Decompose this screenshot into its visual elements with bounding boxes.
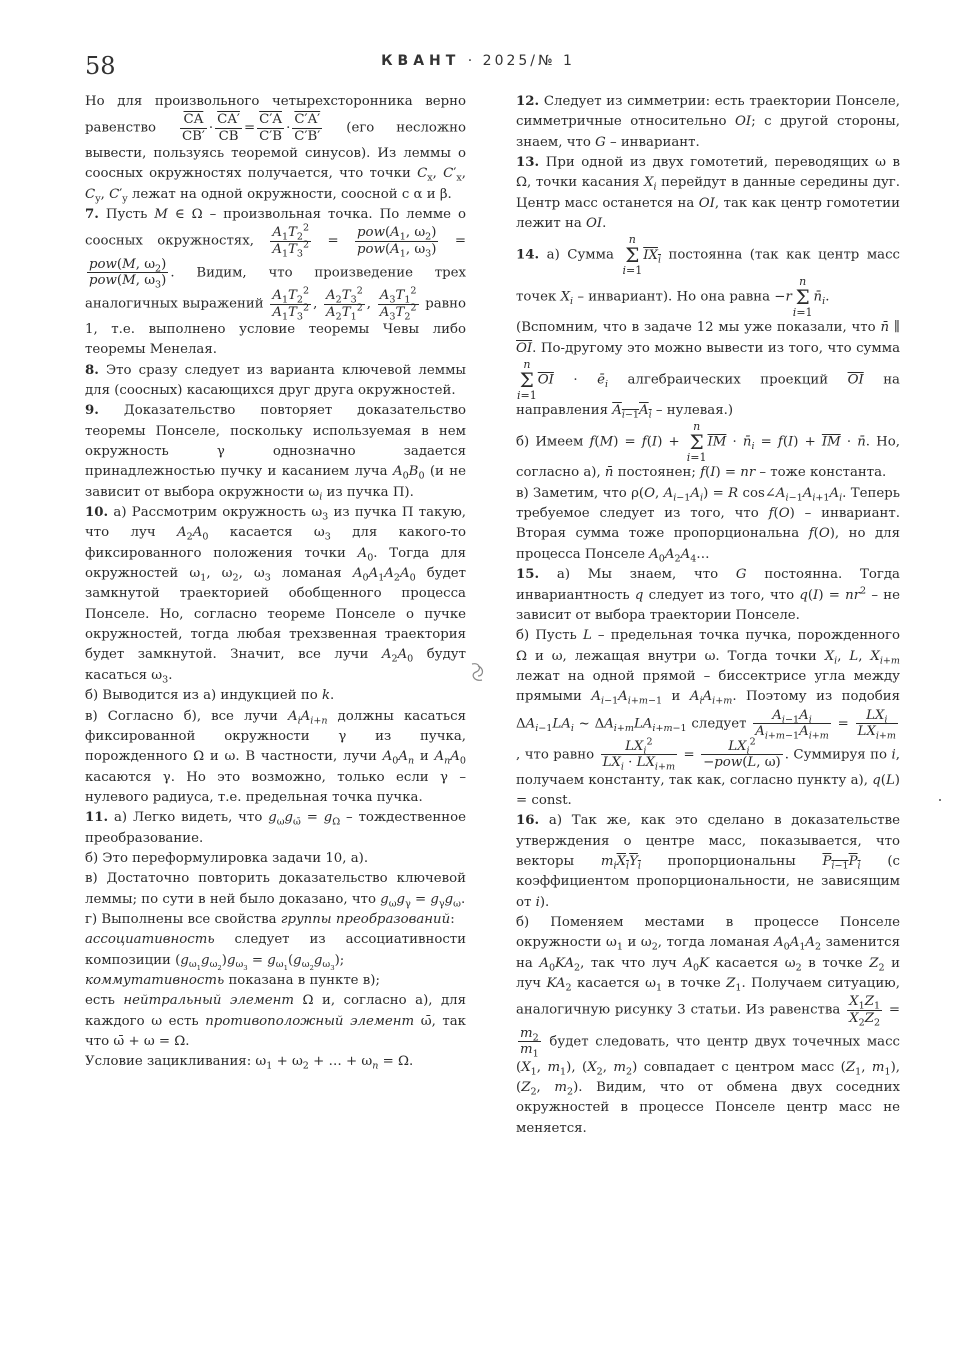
answer-11c: в) Достаточно повторить доказательство ключевой леммы; по сути в ней было доказано, что $g_\omega g_\gamma = g_\gamma g_\omega$. xyxy=(85,871,466,910)
header-separator: · xyxy=(467,53,476,69)
answer-10c: в) Согласно б), все лучи $A_iA_{i+n}$ должны касаться фиксированной окружности γ из пучка, порожденного Ω и ω. В частности, лучи $A_0A_n$ и $A_nA_0$ касаются γ. Но это возможно, только если γ – нулевого радиуса, т.е. предельная точка пучка. xyxy=(85,708,466,805)
answer-11h: Условие зацикливания: $\omega_1 + \omega_2$ + … + $\omega_n = \Omega$. xyxy=(85,1054,414,1072)
answer-15b: б) Пусть L – предельная точка пучка, порожденного Ω и ω, лежащая внутри ω. Тогда точки $X_i$, L, $X_{i+m}$ лежат на одной прямой – биссектрисе угла между прямыми $A_{i-1}A_{i+m-1}$ и $A_iA_{i+m}$. Поэтому из подобия $\Delta A_{i-1}LA_i$ ~ $\Delta A_{i+m}LA_{i+m-1}$ следует $\frac{A_{i-1}A_i}{A_{i+m-1}A_{i+m}}$ = $LX_i$ $LX_{i+m}$ , что равно $LX_i^2$ $LX_i \cdot LX_{i+m}$ = $LX_i^2$ −pow(L, ω) . Суммируя по i, получаем константу, так как, согласно пункту а), q(L) = const. xyxy=(516,628,901,809)
running-head xyxy=(0,53,956,69)
answer-14a: 14. а) Сумма n Σ $i=1IX_i$ постоянна (так как центр масс точек $X_i$ – инвариант). Но она равна −rn Σ $i=1n̄_i$. xyxy=(516,233,900,320)
answer-14b: б) Имеем f(M) = f(I) + n Σ $i=1\overline{IM}$ · $n̄_i = f(I) + \overline{IM}$ · n̄. Но, согласно а), n̄ постоянен; f(I) = nr – тоже константа. xyxy=(516,420,900,481)
paragraph-continued: Но для произвольного четырехсторонника верно равенство $\frac{\overline{CA}}{CB'}$ · $\frac{CA'}{CB}$ = $\frac{C'A}{C'B}$ · $\frac{C'A'}{C'B'}$ (его несложно вывести, пользуясь теоремой синусов). Из леммы о соосных окружностях получается, что точки $C_x$, $C'_x$, $C_y$, $C'_y$ лежат на одной окружности, соосной с α и β. xyxy=(85,94,466,205)
answer-11e: ассоциативность следует из ассоциативности композиции $(g_{\omega_1}g_{\omega_2})g_{\omega_3} = g_{\omega_1}(g_{\omega_2}g_{\omega_3})$; xyxy=(85,932,466,973)
answer-15a: 15. а) Мы знаем, что G постоянна. Тогда инвариантность q следует из того, что $q(I) = nr^2$ – не зависит от выбора траектории Понселе. xyxy=(516,567,900,623)
answer-10a: 10. а) Рассмотрим окружность $\omega_3$ из пучка Π такую, что луч $A_2A_0$ касается $\omega_3$ для какого-то фиксированного положения точки $A_0$. Тогда для окружностей $\omega_1$, $\omega_2$, $\omega_3$ ломаная $A_0A_1A_2A_0$ будет замкнутой траекторией обобщенного процесса Понселе. Но, согласно теореме Понселе о пучке окружностей, тогда любая трехзвенная траектория будет замкнутой. Значит, все лучи $A_2A_0$ будут касаться $\omega_3$. xyxy=(85,505,467,686)
answer-13: 13. При одной из двух гомотетий, переводящих ω в Ω, точки касания $X_i$ перейдут в данные середины дуг. Центр масс останется на OI, так как центр гомотетии лежит на OI. xyxy=(516,155,900,232)
answer-14c: в) Заметим, что ρ(O, $A_{i-1}A_i) = R$ $\cos\angle A_{i-1}A_{i+1}A_i$. Теперь требуемое следует из того, что f(O) – инвариант. Вторая сумма тоже пропорциональна f(O), но для процесса Понселе $A_0A_2A_4\dots$ xyxy=(516,485,900,565)
answer-14a-note: (Вспомним, что в задаче 12 мы уже показали, что n̄ ∥ $\overline{OI}$. По-другому это можно вывести из того, что сумма n Σ $i=1\overline{OI}$ · $ē_i$ алгебраических проекций $\overline{OI}$ на направления $A_{i-1}A_i$ – нулевая.) xyxy=(516,320,900,421)
left-column xyxy=(85,92,466,1073)
answer-8: 8. Это сразу следует из варианта ключевой леммы для (соосных) касающихся друг друга окружностей. xyxy=(85,362,466,398)
journal-title: КВАНТ xyxy=(381,53,461,69)
answer-16a: 16. а) Так же, как это сделано в доказательстве утверждения о центре масс, показывается, что векторы $m_iX_iY_i$ пропорциональны $P_{i-1}P_i$ (с коэффициентом пропорциональности, не зависящим от i). xyxy=(516,813,900,910)
issue-number: 2025/№ 1 xyxy=(482,53,575,69)
answer-10b: б) Выводится из а) индукцией по k. xyxy=(85,688,335,704)
answer-11b: б) Это переформулировка задачи 10, а). xyxy=(85,850,369,866)
answer-11a: 11. а) Легко видеть, что $g_\omega g_{\omegā} = g_\Omega$ – тождественное преобразование. xyxy=(85,810,466,846)
answer-16b: б) Поменяем местами в процессе Понселе окружности $\omega_1$ и $\omega_2$, тогда ломаная $A_0A_1A_2$ заменится на $A_0KA_2$, так что луч $A_0K$ касается $\omega_2$ в точке $Z_2$ и луч $KA_2$ касается $\omega_1$ в точке $Z_1$. Получаем ситуацию, аналогичную рисунку 3 статьи. Из равенства $\frac{X_1Z_1}{X_2Z_2}$ = $\frac{m_2}{m_1}$ будет следовать, что центр двух точечных масс ($X_1$, $m_1$), ($X_2$, $m_2$) совпадает с центром масс ($Z_1$, $m_1$), ($Z_2$, $m_2$). Видим, что от обмена двух соседних окружностей в процессе Понселе центр масс не меняется. xyxy=(516,915,900,1136)
answer-12: 12. Следует из симметрии: есть траектории Понселе, симметричные относительно OI; с другой стороны, знаем, что G – инвариант. xyxy=(516,94,900,150)
right-column xyxy=(516,92,900,1139)
answer-9: 9. Доказательство повторяет доказательство теоремы Понселе, поскольку используемая в нем окружность γ однозначно задается принадлежностью пучку и касанием луча $A_0B_0$ (и не зависит от выбора окружности $\omega_i$ из пучка Π). xyxy=(85,403,466,503)
answer-7: 7. Пусть M ∈ Ω – произвольная точка. По лемме о соосных окружностях, $\frac{A_1T_2^2}{A_1T_3^2}$ = $pow(A_1$, $\omega_2$) $pow(A_1$, $\omega_3$) = pow(M, $\omega_2$) pow(M, $\omega_3$) . Видим, что произведение трех аналогичных выражений $\frac{A_1T_2^2}{A_1T_3^2}$ , $\frac{A_2T_3^2}{A_2T_1^2}$ , $\frac{A_3T_1^2}{A_3T_2^2}$ равно 1, т.е. выполнено условие теоремы Чевы либо теоремы Менелая. xyxy=(85,206,466,358)
answer-11f: коммутативность показана в пункте в); xyxy=(85,972,380,988)
margin-doodle xyxy=(466,660,490,686)
answer-11g: есть нейтральный элемент Ω и, согласно а), для каждого ω есть противоположный элемент ω̄, так что ω̄ + ω = Ω. xyxy=(85,993,466,1049)
stray-dot xyxy=(939,799,941,801)
answer-11d: г) Выполнены все свойства группы преобразований: xyxy=(85,911,455,927)
page-number: 58 xyxy=(85,52,116,80)
